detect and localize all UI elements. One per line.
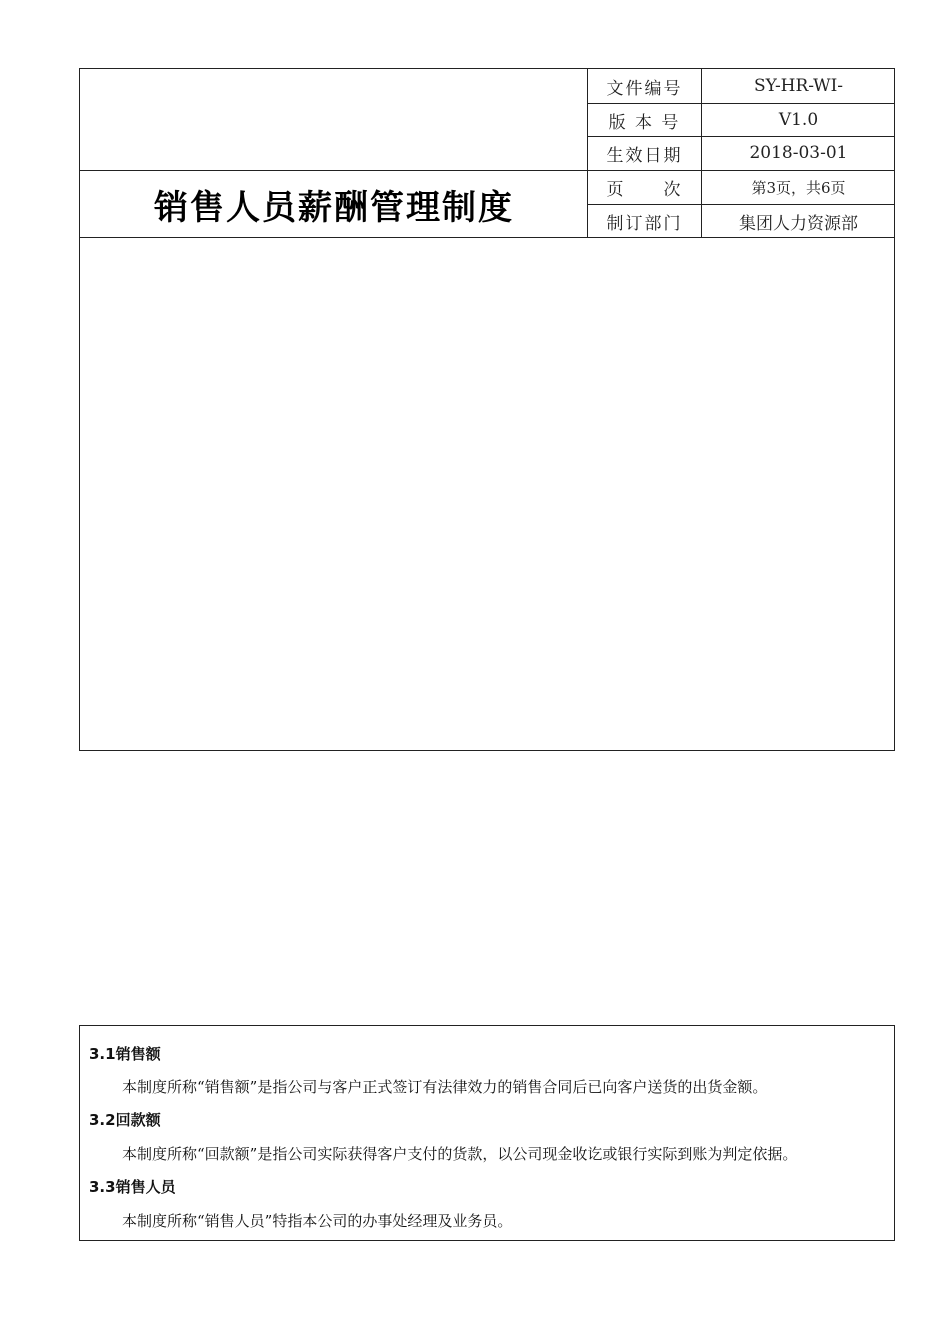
section-heading: 3.2回款额: [89, 1111, 161, 1129]
document-title: 销售人员薪酬管理制度: [154, 188, 514, 228]
meta-label-doc-number: 文件编号: [606, 78, 683, 99]
section-paragraph: 本制度所称“销售额”是指公司与客户正式签订有法律效力的销售合同后已向客户送货的出货金额。: [122, 1078, 768, 1096]
section-paragraph: 本制度所称“销售人员”特指本公司的办事处经理及业务员。: [122, 1212, 513, 1230]
meta-value-page: 第3页，共6页: [751, 178, 846, 197]
section-heading: 3.1销售额: [89, 1045, 161, 1063]
document-header-table: [79, 68, 895, 751]
meta-label-effective-date: 生效日期: [606, 145, 683, 166]
meta-value-doc-number: SY-HR-WI-: [753, 76, 844, 96]
section-paragraph: 本制度所称“回款额”是指公司实际获得客户支付的货款，以公司现金收讫或银行实际到账为判定依据。: [122, 1145, 798, 1163]
section-heading: 3.3销售人员: [89, 1178, 176, 1196]
meta-label-version: 版 本 号: [608, 112, 681, 133]
definitions-box: [79, 1025, 895, 1241]
meta-label-department: 制订部门: [606, 213, 683, 234]
meta-value-department: 集团人力资源部: [739, 213, 858, 234]
meta-label-page: 页 次: [606, 179, 683, 200]
meta-value-version: V1.0: [778, 110, 819, 130]
meta-value-effective-date: 2018-03-01: [749, 143, 848, 163]
